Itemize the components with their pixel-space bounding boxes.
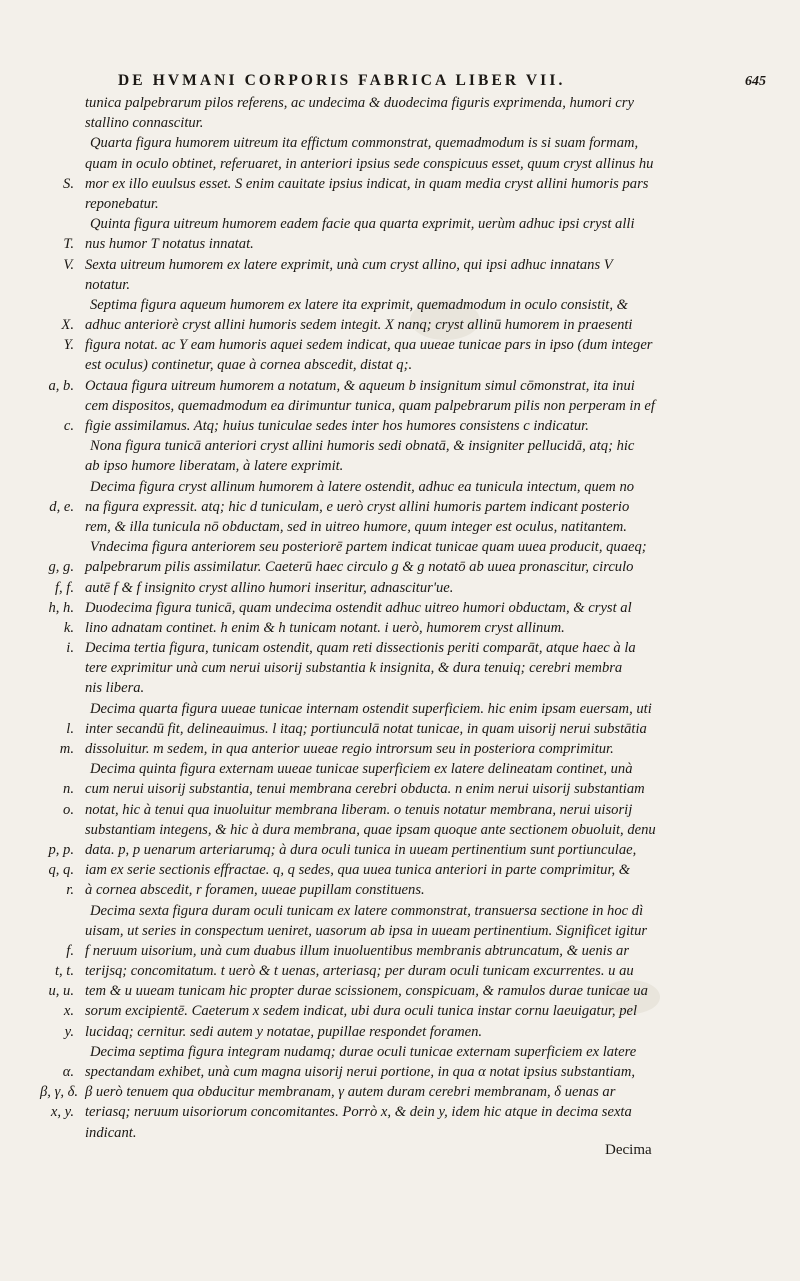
text-line: [40, 800, 760, 820]
margin-letter: T.: [63, 236, 74, 253]
margin-letter: Y.: [63, 337, 74, 354]
line-text: reponebatur.: [85, 195, 159, 212]
text-line: [40, 355, 760, 375]
text-line: [40, 113, 760, 133]
margin-letter: α.: [62, 1064, 74, 1080]
text-line: [40, 456, 760, 476]
text-line: [40, 941, 760, 961]
text-line: [40, 376, 760, 396]
line-text: Decima tertia figura, tunicam ostendit, quam reti dissectionis periti comparāt, atque haec à la: [85, 640, 636, 657]
text-line: [40, 174, 760, 194]
text-line: [40, 133, 760, 153]
text-line: [40, 396, 760, 416]
margin-letter: f.: [66, 942, 74, 959]
text-line: [40, 901, 760, 921]
text-line: [40, 275, 760, 295]
line-text: à cornea abscedit, r foramen, uueae pupillam constituens.: [85, 882, 425, 899]
line-text: dissoluitur. m sedem, in qua anterior uueae regio introrsum seu in posteriora comprimitur.: [85, 741, 614, 757]
text-line: [40, 557, 760, 577]
text-line: [40, 154, 760, 174]
text-line: [40, 739, 760, 759]
page-number: 645: [745, 74, 766, 89]
line-text: Octaua figura uitreum humorem a notatum, & aqueum b insignitum simul cōmonstrat, ita inui: [85, 377, 635, 394]
line-text: uisam, ut series in conspectum ueniret, uasorum ab ipsa in uueam pertinentium. Significet igitur: [85, 922, 648, 939]
text-line: [40, 880, 760, 900]
margin-letter: i.: [66, 640, 74, 657]
margin-letter: r.: [66, 882, 74, 899]
margin-letter: q, q.: [48, 862, 74, 879]
line-text: figura notat. ac Y eam humoris aquei sedem indicat, qua uueae tunicae pars in ipso (dum integer: [85, 337, 653, 354]
line-text: Quinta figura uitreum humorem eadem facie qua quarta exprimit, uerùm adhuc ipsi cryst alli: [90, 216, 635, 233]
line-text: ab ipso humore liberatam, à latere exprimit.: [85, 458, 344, 475]
line-text: tunica palpebrarum pilos referens, ac undecima & duodecima figuris exprimenda, humori cry: [85, 95, 634, 111]
line-text: data. p, p uenarum arteriarumq; à dura oculi tunica in uueam pertinentium sunt portiunculae,: [85, 841, 637, 858]
text-line: [40, 921, 760, 941]
line-text: f neruum uisorium, unà cum duabus illum inuoluentibus membranis abtruncatum, & uenis ar: [85, 942, 630, 959]
text-line: [40, 335, 760, 355]
margin-letter: n.: [63, 781, 74, 798]
margin-letter: h, h.: [48, 599, 74, 616]
margin-letter: g, g.: [48, 559, 74, 576]
line-text: stallino connascitur.: [85, 115, 204, 132]
line-text: notatur.: [85, 276, 131, 293]
line-text: figie assimilamus. Atq; huius tuniculae sedes inter hos humores consistens c indicatur.: [85, 418, 589, 434]
text-line: [40, 436, 760, 456]
text-line: [40, 1001, 760, 1021]
text-line: [40, 719, 760, 739]
text-line: [40, 517, 760, 537]
text-line: [40, 759, 760, 779]
margin-letter: x, y.: [50, 1104, 74, 1121]
line-text: quam in oculo obtinet, referuaret, in anteriori ipsius sede conspicuus esset, quum cryst allinus hu: [85, 155, 654, 172]
text-line: [40, 315, 760, 335]
line-text: lucidaq; cernitur. sedi autem y notatae, pupillae respondet foramen.: [85, 1023, 483, 1040]
text-line: [40, 537, 760, 557]
text-line: [40, 860, 760, 880]
running-title: DE HVMANI CORPORIS FABRICA LIBER VII.: [118, 72, 566, 89]
text-line: [40, 618, 760, 638]
margin-letter: t, t.: [54, 963, 74, 980]
text-line: [40, 1102, 760, 1122]
margin-letter: y.: [64, 1023, 74, 1040]
line-text: iam ex serie sectionis effractae. q, q sedes, qua uuea tunica anteriori in parte comprimitur, &: [85, 862, 631, 879]
line-text: Nona figura tunicā anteriori cryst allini humoris sedi obnatā, & insigniter pellucidā, atq; hic: [90, 438, 635, 455]
text-line: [40, 779, 760, 799]
margin-letter: u, u.: [48, 983, 74, 1000]
line-text: Duodecima figura tunicā, quam undecima ostendit adhuc uitreo humori obductam, & cryst al: [85, 599, 632, 616]
text-line: [40, 1082, 760, 1102]
margin-letter: p, p.: [48, 841, 74, 858]
line-text: cem dispositos, quemadmodum ea dirimuntur tunica, quam palpebrarum pilis non perperam in ef: [85, 397, 655, 414]
line-text: β uerò tenuem qua obducitur membranam, γ autem duram cerebri membranam, δ uenas ar: [85, 1084, 616, 1101]
text-line: [40, 255, 760, 275]
line-text: sorum excipientē. Caeterum x sedem indicat, ubi dura oculi tunica instar cornu laeuigatur, pel: [85, 1003, 638, 1020]
line-text: tere exprimitur unà cum nerui uisorij substantia k insignita, & dura tenuiq; cerebri membra: [85, 660, 623, 677]
line-text: notat, hic à tenui qua inuoluitur membrana liberam. o tenuis notatur membrana, nerui uisorij: [85, 801, 633, 818]
line-text: Decima quinta figura externam uueae tunicae superficiem ex latere delineatam continet, unà: [90, 761, 633, 778]
margin-letter: β, γ, δ.: [40, 1084, 79, 1101]
text-line: [40, 658, 760, 678]
line-text: teriasq; neruum uisoriorum concomitantes. Porrò x, & dein y, idem hic atque in decima sexta: [85, 1104, 632, 1121]
line-text: Decima sexta figura duram oculi tunicam ex latere commonstrat, transuersa sectione in hoc dì: [90, 902, 644, 919]
line-text: nus humor T notatus innatat.: [85, 236, 254, 253]
text-line: [40, 820, 760, 840]
margin-letter: d, e.: [49, 498, 74, 515]
line-text: terijsq; concomitatum. t uerò & t uenas, arteriasq; per duram oculi tunicam excurrentes. u au: [85, 963, 634, 980]
line-text: Decima figura cryst allinum humorem à latere ostendit, adhuc ea tunicula intectum, quem no: [90, 478, 635, 495]
text-line: [40, 1042, 760, 1062]
text-block: [40, 93, 760, 1143]
line-text: rem, & illa tunicula nō obductam, sed in uitreo humore, quum integer est oculus, natitantem.: [85, 518, 627, 535]
text-line: [40, 638, 760, 658]
margin-letter: f, f.: [54, 579, 74, 596]
line-text: lino adnatam continet. h enim & h tunicam notant. i uerò, humorem cryst allinum.: [85, 619, 565, 636]
line-text: Vndecima figura anteriorem seu posteriorē partem indicat tunicae quam uuea producit, quaeq;: [90, 539, 647, 556]
line-text: Quarta figura humorem uitreum ita effictum commonstrat, quemadmodum is si suam formam,: [90, 135, 639, 152]
text-line: [40, 497, 760, 517]
line-text: substantiam integens, & hic à dura membrana, quae ipsam quoque ante sectionem obuoluit, denu: [85, 821, 656, 838]
text-line: [40, 477, 760, 497]
line-text: palpebrarum pilis assimilatur. Caeterū haec circulo g & g notatō ab uuea pronascitur, circulo: [85, 559, 634, 576]
text-line: [40, 1123, 760, 1143]
margin-letter: x.: [63, 1003, 74, 1020]
text-line: [40, 598, 760, 618]
margin-letter: V.: [63, 256, 74, 273]
text-line: [40, 840, 760, 860]
text-line: [40, 1062, 760, 1082]
text-line: [40, 295, 760, 315]
margin-letter: c.: [63, 418, 74, 434]
line-text: spectandam exhibet, unà cum magna uisorij nerui portione, in qua α notat ipsius substantiam,: [85, 1064, 636, 1080]
line-text: autē f & f insignito cryst allino humori inseritur, adnascitur'ue.: [85, 579, 454, 596]
line-text: indicant.: [85, 1124, 137, 1141]
text-line: [40, 214, 760, 234]
text-line: [40, 234, 760, 254]
catchword: Decima: [605, 1142, 652, 1158]
text-line: [40, 981, 760, 1001]
margin-letter: o.: [63, 801, 74, 818]
line-text: adhuc anteriorè cryst allini humoris sedem integit. X nanq; cryst allinū humorem in praesenti: [85, 317, 633, 334]
text-line: [40, 93, 760, 113]
text-line: [40, 1022, 760, 1042]
text-line: [40, 961, 760, 981]
line-text: Decima quarta figura uueae tunicae internam ostendit superficiem. hic enim ipsam euersam, uti: [90, 700, 652, 717]
line-text: inter secandū fit, delineauimus. l itaq; portiunculā notat tunicae, in quam uisorij nerui substātia: [85, 720, 647, 737]
line-text: cum nerui uisorij substantia, tenui membrana cerebri obducta. n enim nerui uisorij substantiam: [85, 781, 645, 798]
text-line: [40, 416, 760, 436]
text-line: [40, 578, 760, 598]
margin-letter: m.: [59, 741, 74, 757]
line-text: Sexta uitreum humorem ex latere exprimit, unà cum cryst allino, qui ipsi adhuc innatans V: [85, 256, 613, 273]
text-line: [40, 194, 760, 214]
margin-letter: a, b.: [48, 377, 74, 394]
margin-letter: k.: [63, 619, 74, 636]
margin-letter: S.: [63, 175, 74, 192]
line-text: na figura expressit. atq; hic d tuniculam, e uerò cryst allini humoris partem indicant posterio: [85, 498, 630, 515]
margin-letter: X.: [61, 317, 74, 334]
line-text: Decima septima figura integram nudamq; durae oculi tunicae externam superficiem ex latere: [90, 1043, 637, 1060]
line-text: mor ex illo euulsus esset. S enim cauitate ipsius indicat, in quam media cryst allini humoris pars: [85, 175, 649, 192]
text-line: [40, 699, 760, 719]
line-text: tem & u uueam tunicam hic propter durae scissionem, conspicuam, & ramulos durae tunicae ua: [85, 983, 648, 1000]
text-line: [40, 678, 760, 698]
line-text: est oculus) continetur, quae à cornea abscedit, distat q;.: [85, 357, 413, 374]
line-text: nis libera.: [85, 680, 145, 697]
line-text: Septima figura aqueum humorem ex latere ita exprimit, quemadmodum in oculo consistit, &: [90, 296, 629, 313]
margin-letter: l.: [66, 720, 74, 737]
